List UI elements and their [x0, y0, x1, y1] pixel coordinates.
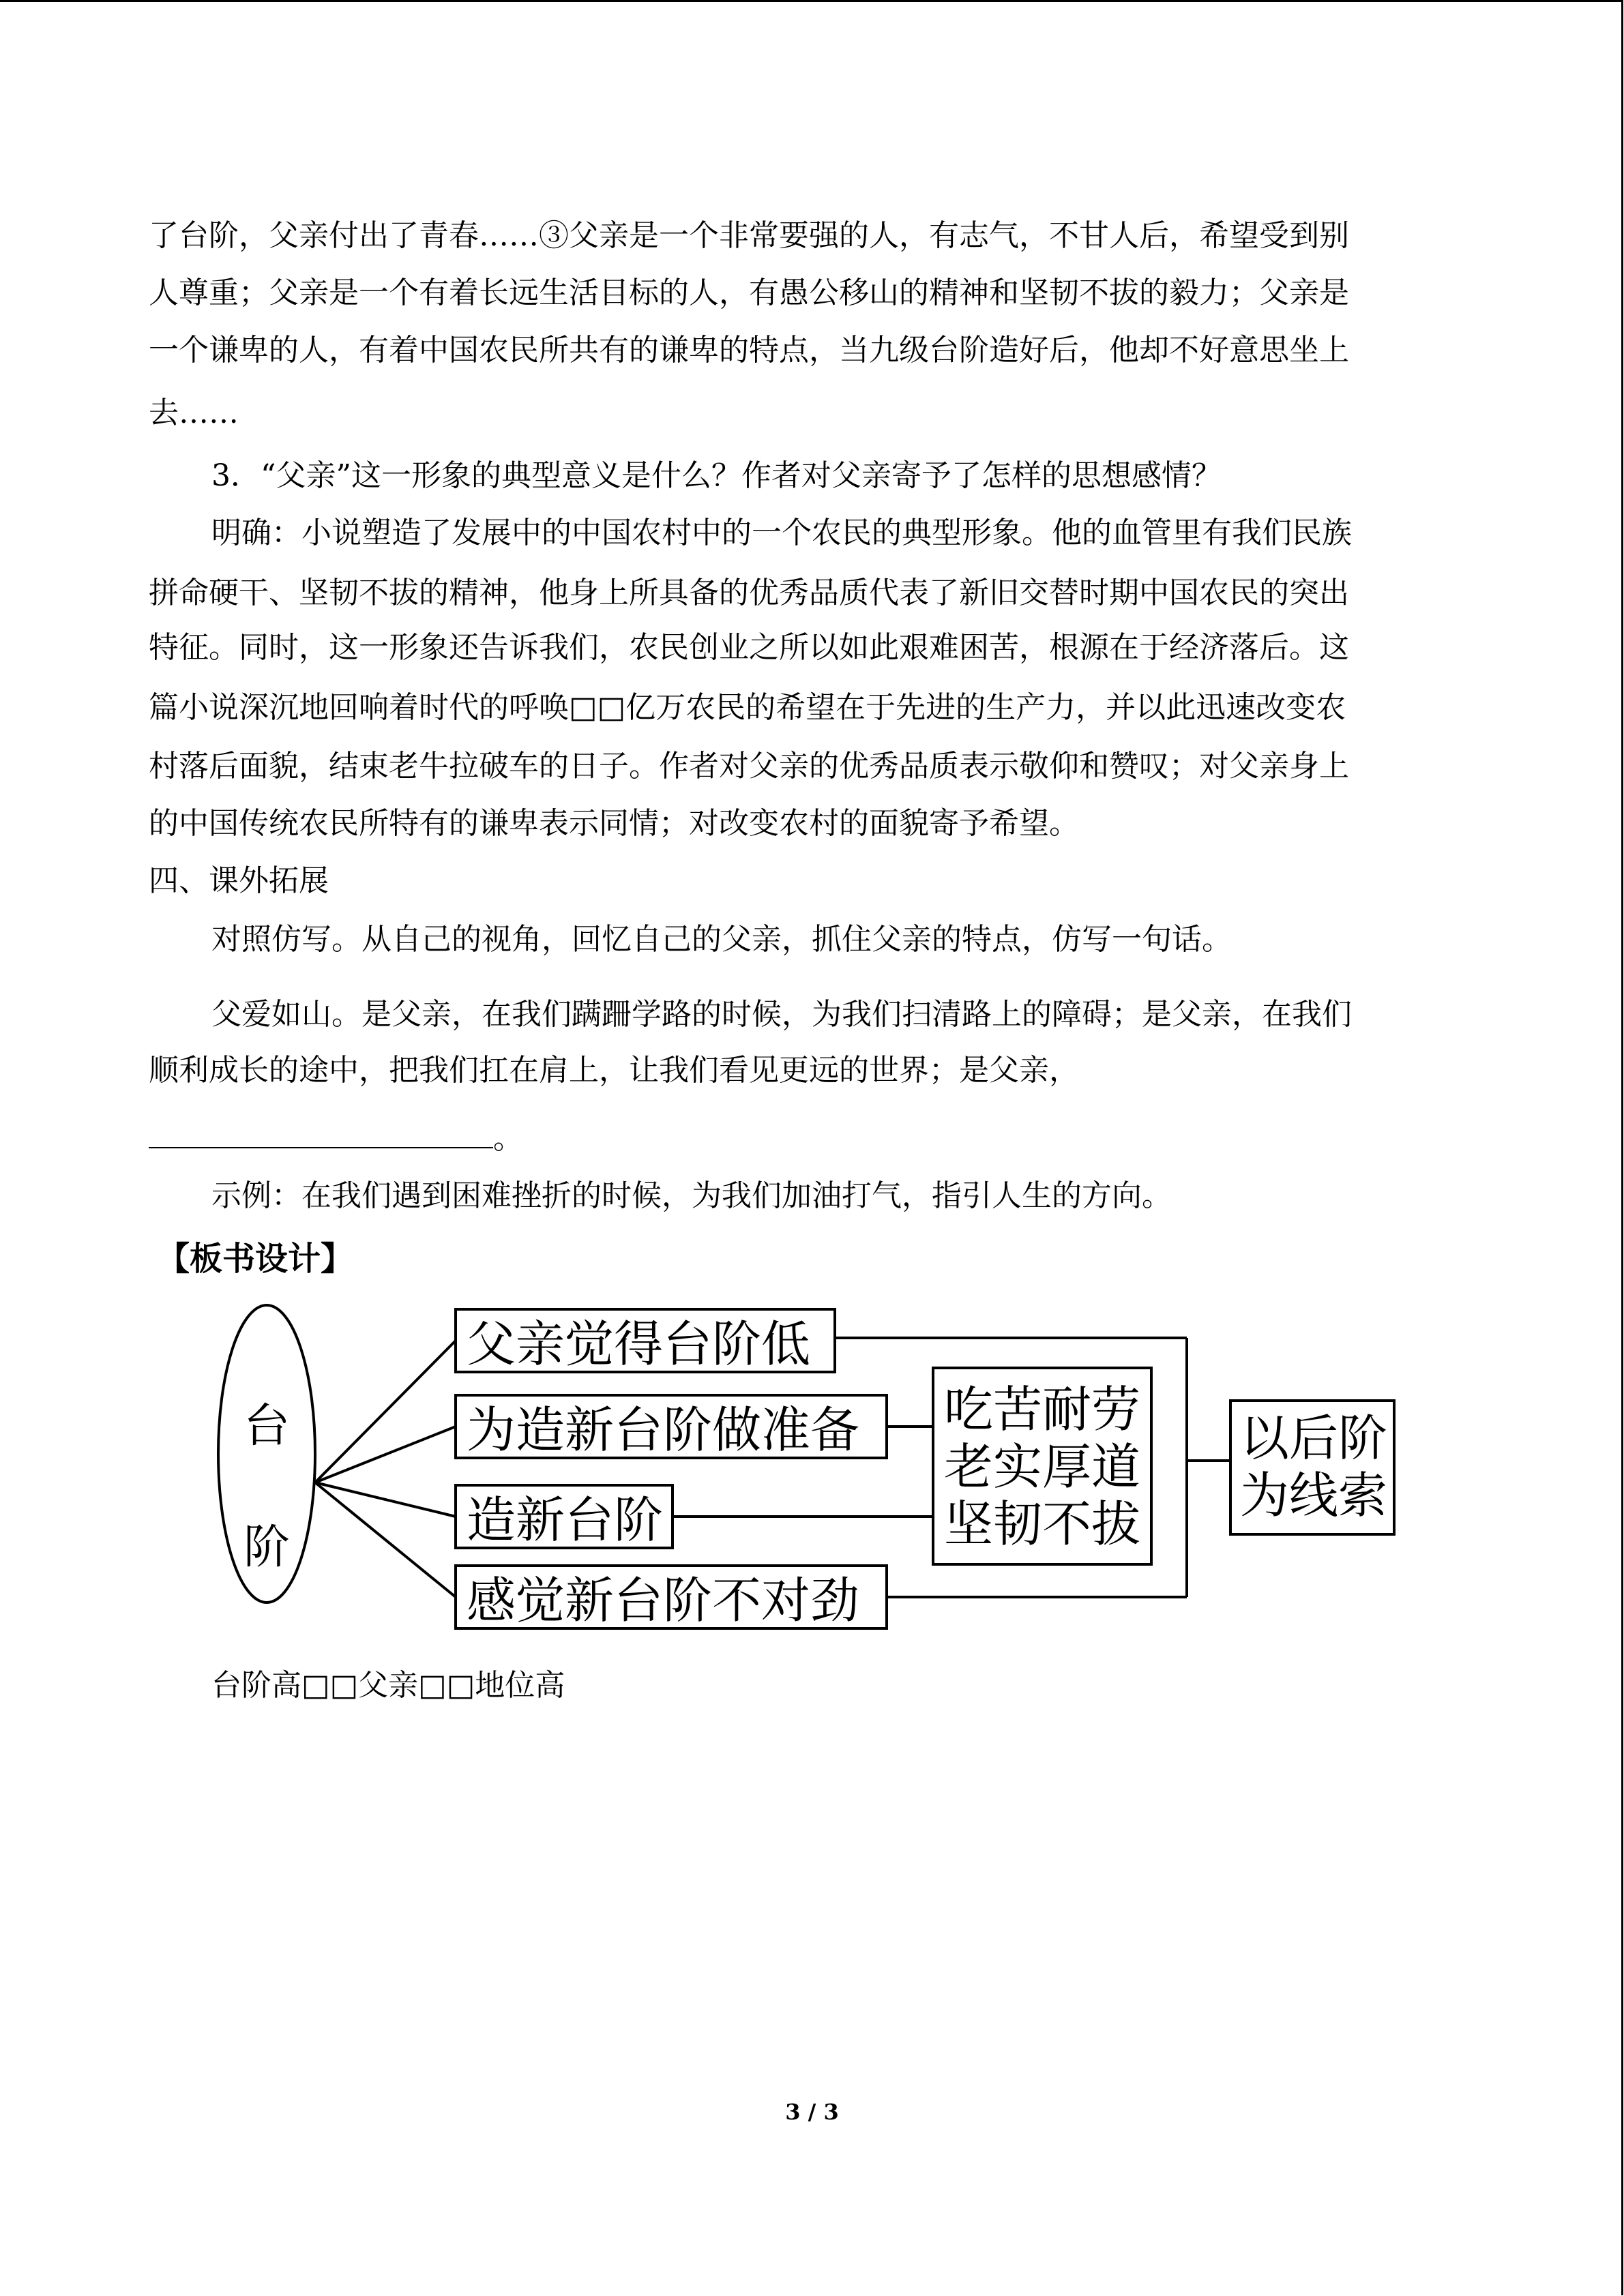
stage-label: 感觉新台阶不对劲: [467, 1572, 860, 1629]
paragraph-line: 一个谦卑的人，有着中国农民所共有的谦卑的特点，当九级台阶造好后，他却不好意思坐上: [149, 333, 1349, 368]
board-footer: 台阶高□□父亲□□地位高: [211, 1668, 565, 1703]
quality-label: 吃苦耐劳: [944, 1381, 1141, 1438]
quality-label: 坚韧不拔: [944, 1495, 1141, 1553]
sample-line: 顺利成长的途中，把我们扛在肩上，让我们看见更远的世界；是父亲，: [149, 1053, 1079, 1088]
clue-label: 为线索: [1240, 1467, 1388, 1524]
section-heading: 四、课外拓展: [149, 863, 329, 898]
paragraph-line: 人尊重；父亲是一个有着长远生活目标的人，有愚公移山的精神和坚韧不拔的毅力；父亲是: [149, 275, 1349, 310]
stage-label: 造新台阶: [467, 1491, 664, 1549]
board-design-heading: 【板书设计】: [157, 1240, 354, 1278]
fan-lines: [315, 1341, 456, 1597]
answer-line: 拼命硬干、坚韧不拔的精神，他身上所具备的优秀品质代表了新旧交替时期中国农民的突出: [149, 576, 1349, 610]
center-char: 台: [243, 1399, 291, 1453]
answer-line: 村落后面貌，结束老牛拉破车的日子。作者对父亲的优秀品质表示敬仰和赞叹；对父亲身上: [149, 749, 1349, 784]
page-number: 3 / 3: [785, 2099, 839, 2125]
paragraph-line: 去……: [149, 396, 239, 430]
answer-line: 篇小说深沉地回响着时代的呼唤□□亿万农民的希望在于先进的生产力，并以此迅速改变农: [149, 690, 1346, 725]
stage-label: 为造新台阶做准备: [467, 1401, 860, 1459]
answer-line: 特征。同时，这一形象还告诉我们，农民创业之所以如此艰难困苦，根源在于经济落后。这: [149, 630, 1349, 665]
sample-line: 父爱如山。是父亲，在我们蹒跚学路的时候，为我们扫清路上的障碍；是父亲，在我们: [211, 997, 1352, 1032]
answer-line: 明确：小说塑造了发展中的中国农村中的一个农民的典型形象。他的血管里有我们民族: [211, 516, 1352, 550]
center-char: 阶: [243, 1521, 291, 1575]
blank-period: 。: [493, 1121, 523, 1156]
question-3: 3．“父亲”这一形象的典型意义是什么？作者对父亲寄予了怎样的思想感情？: [211, 458, 1222, 493]
task-text: 对照仿写。从自己的视角，回忆自己的父亲，抓住父亲的特点，仿写一句话。: [211, 922, 1232, 957]
answer-line: 的中国传统农民所特有的谦卑表示同情；对改变农村的面貌寄予希望。: [149, 806, 1079, 841]
quality-label: 老实厚道: [944, 1438, 1141, 1495]
clue-label: 以后阶: [1240, 1410, 1388, 1467]
example-text: 示例：在我们遇到困难挫折的时候，为我们加油打气，指引人生的方向。: [211, 1178, 1172, 1213]
paragraph-line: 了台阶，父亲付出了青春……③父亲是一个非常要强的人，有志气，不甘人后，希望受到别: [149, 218, 1349, 253]
stage-label: 父亲觉得台阶低: [467, 1315, 811, 1373]
